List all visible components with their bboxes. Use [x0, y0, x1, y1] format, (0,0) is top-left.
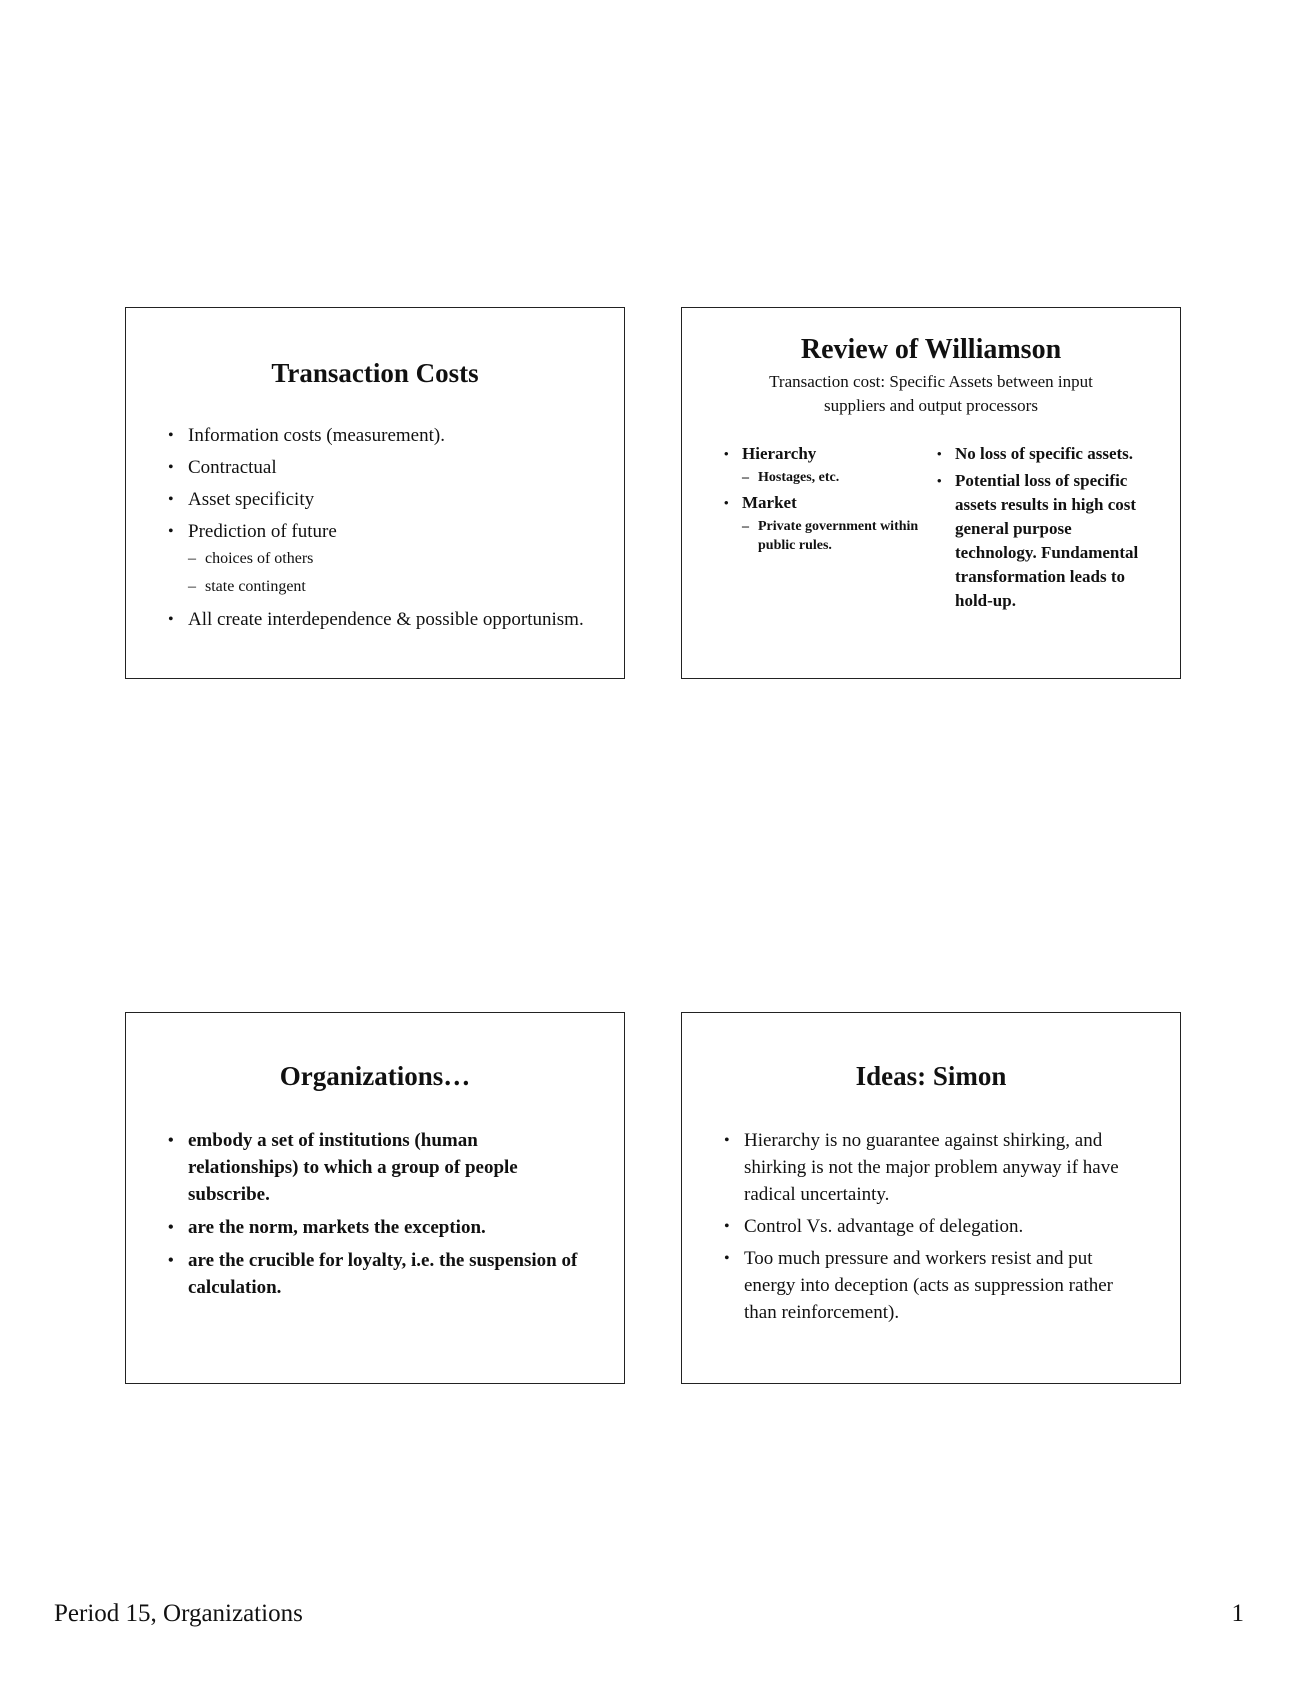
bullet-item: • Potential loss of specific assets results in high cost general purpose technology. Fundamental transformation leads to hold-up.: [937, 469, 1147, 613]
sub-bullet-list: [742, 468, 924, 487]
sub-bullet-item: – Private government within public rules.: [742, 517, 924, 555]
bullet-item: • Contractual: [168, 454, 588, 481]
slide-title: Ideas: Simon: [855, 1061, 1007, 1091]
slide-review-of-williamson: [681, 307, 1181, 679]
bullet-item: • are the norm, markets the exception.: [168, 1214, 588, 1241]
bullet-text: Prediction of future: [188, 521, 337, 542]
right-column: [937, 442, 1147, 616]
left-column: [724, 442, 924, 559]
slide-title: Organizations…: [279, 1061, 471, 1091]
slide-title: Review of Williamson: [800, 334, 1062, 365]
bullet-item: • Asset specificity: [168, 486, 588, 513]
bullet-list: [937, 442, 1147, 613]
bullet-list: [724, 442, 924, 555]
sub-bullet-item: – Hostages, etc.: [742, 468, 924, 487]
bullet-item: [168, 518, 588, 601]
footer-title: Period 15, Organizations: [54, 1600, 303, 1627]
bullet-text: Hierarchy: [742, 444, 817, 463]
sub-bullet-item: – state contingent: [188, 573, 588, 601]
bullet-item: • are the crucible for loyalty, i.e. the suspension of calculation.: [168, 1247, 588, 1301]
bullet-text: Market: [742, 493, 797, 512]
slide-title: Transaction Costs: [271, 358, 479, 388]
bullet-item: • Hierarchy is no guarantee against shirking, and shirking is not the major problem anyway if have radical uncertainty.: [724, 1127, 1144, 1208]
bullet-item: • All create interdependence & possible opportunism.: [168, 606, 588, 633]
bullet-list: [724, 1127, 1144, 1331]
bullet-item: • Information costs (measurement).: [168, 422, 588, 449]
bullet-item: [724, 442, 924, 487]
bullet-item: • Control Vs. advantage of delegation.: [724, 1213, 1144, 1240]
bullet-item: • Too much pressure and workers resist and put energy into deception (acts as suppression rather than reinforcement).: [724, 1245, 1144, 1326]
bullet-item: • No loss of specific assets.: [937, 442, 1147, 466]
sub-bullet-item: – choices of others: [188, 545, 588, 573]
slide-ideas-simon: [681, 1012, 1181, 1384]
bullet-item: [724, 491, 924, 555]
slide-organizations: [125, 1012, 625, 1384]
slide-transaction-costs: [125, 307, 625, 679]
bullet-list: [168, 422, 588, 638]
sub-bullet-list: [188, 545, 588, 601]
page-number: 1: [1231, 1600, 1244, 1627]
sub-bullet-list: [742, 517, 924, 555]
slide-subtitle: Transaction cost: Specific Assets between input suppliers and output processors: [769, 372, 1093, 415]
bullet-list: [168, 1127, 588, 1307]
bullet-item: • embody a set of institutions (human relationships) to which a group of people subscribe.: [168, 1127, 588, 1208]
